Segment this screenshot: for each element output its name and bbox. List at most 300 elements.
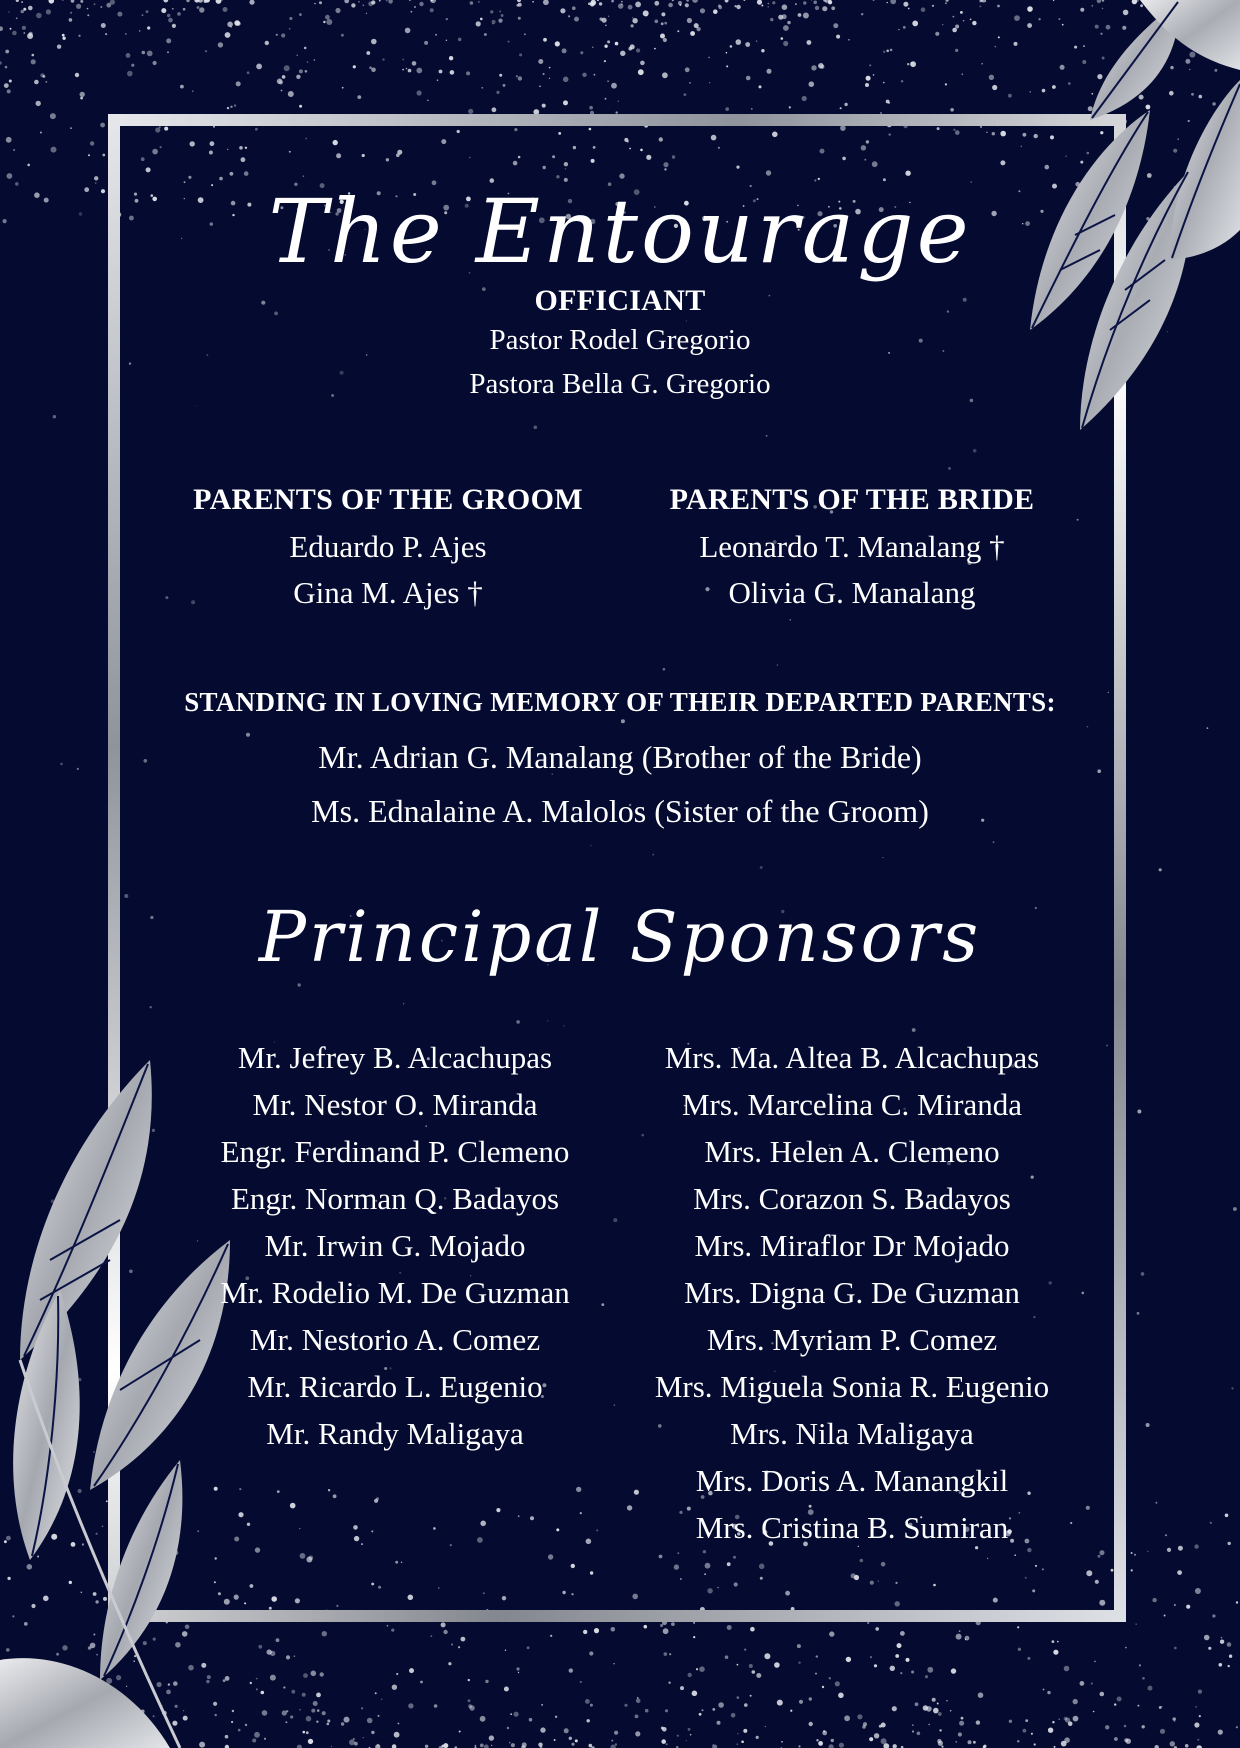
glitter-dot xyxy=(750,1695,752,1697)
glitter-dot xyxy=(125,33,126,34)
glitter-dot xyxy=(256,1688,258,1690)
glitter-dot xyxy=(563,100,568,105)
glitter-dot xyxy=(296,75,300,79)
glitter-dot xyxy=(684,93,687,96)
glitter-dot xyxy=(555,41,560,46)
glitter-dot xyxy=(264,1738,266,1740)
glitter-dot xyxy=(1064,1666,1070,1672)
glitter-dot xyxy=(749,1664,753,1668)
glitter-dot xyxy=(1105,1725,1109,1729)
glitter-dot xyxy=(371,68,376,73)
glitter-dot xyxy=(34,80,39,85)
glitter-dot xyxy=(1043,1689,1045,1691)
glitter-dot xyxy=(532,1,534,3)
glitter-dot xyxy=(672,0,674,1)
glitter-dot xyxy=(504,1687,509,1692)
glitter-dot xyxy=(688,1673,692,1677)
glitter-dot xyxy=(117,12,122,17)
glitter-dot xyxy=(430,0,436,3)
glitter-dot xyxy=(666,1743,668,1745)
glitter-dot xyxy=(898,29,899,30)
sponsor-name: Mrs. Miguela Sonia R. Eugenio xyxy=(654,1369,1050,1404)
glitter-dot xyxy=(874,1664,877,1667)
glitter-dot xyxy=(607,80,609,82)
glitter-dot xyxy=(518,1672,519,1673)
glitter-dot xyxy=(624,1704,627,1707)
glitter-dot xyxy=(1174,1647,1177,1650)
glitter-dot xyxy=(51,147,57,153)
glitter-dot xyxy=(708,57,709,58)
glitter-dot xyxy=(230,106,232,108)
glitter-dot xyxy=(731,1713,736,1718)
glitter-dot xyxy=(69,18,73,22)
glitter-dot xyxy=(90,141,94,145)
glitter-dot xyxy=(36,101,41,106)
glitter-dot xyxy=(688,1728,691,1731)
glitter-dot xyxy=(100,6,102,8)
glitter-dot xyxy=(481,87,483,89)
glitter-dot xyxy=(341,34,344,37)
glitter-dot xyxy=(1161,1706,1162,1707)
glitter-dot xyxy=(665,1709,668,1712)
glitter-dot xyxy=(696,1668,698,1670)
glitter-dot xyxy=(1174,1604,1176,1606)
glitter-dot xyxy=(985,1,986,2)
glitter-dot xyxy=(299,105,302,108)
glitter-dot xyxy=(777,1700,783,1706)
glitter-dot xyxy=(484,33,487,36)
glitter-dot xyxy=(277,79,283,85)
glitter-dot xyxy=(371,1731,374,1734)
sponsor-name: Mrs. Myriam P. Comez xyxy=(706,1322,998,1357)
glitter-dot xyxy=(870,1656,872,1658)
glitter-dot xyxy=(725,0,729,3)
glitter-dot xyxy=(1218,1730,1223,1735)
sponsor-name: Mrs. Marcelina C. Miranda xyxy=(681,1087,1023,1122)
glitter-dot xyxy=(717,1721,721,1725)
glitter-dot xyxy=(867,1622,869,1624)
glitter-dot xyxy=(492,107,497,112)
glitter-dot xyxy=(687,18,692,23)
glitter-dot xyxy=(147,26,150,29)
glitter-dot xyxy=(774,1662,780,1668)
glitter-dot xyxy=(955,25,959,29)
glitter-dot xyxy=(80,92,85,97)
glitter-dot xyxy=(1052,1640,1055,1643)
glitter-dot xyxy=(660,34,665,39)
glitter-dot xyxy=(809,1722,813,1726)
glitter-dot xyxy=(297,1745,302,1748)
glitter-dot xyxy=(1233,1207,1237,1211)
glitter-dot xyxy=(939,1729,941,1731)
officiant-name: Pastora Bella G. Gregorio xyxy=(469,368,771,400)
glitter-dot xyxy=(1126,1739,1131,1744)
glitter-dot xyxy=(803,13,809,19)
sponsor-name: Mr. Irwin G. Mojado xyxy=(264,1228,526,1263)
glitter-dot xyxy=(983,1745,986,1748)
glitter-dot xyxy=(787,21,790,24)
glitter-dot xyxy=(45,81,47,83)
glitter-dot xyxy=(62,34,65,37)
glitter-dot xyxy=(926,1706,932,1712)
glitter-dot xyxy=(1073,1699,1078,1704)
glitter-dot xyxy=(883,51,885,53)
sponsor-name: Mrs. Ma. Altea B. Alcachupas xyxy=(664,1040,1040,1075)
glitter-dot xyxy=(611,0,614,2)
glitter-dot xyxy=(167,14,170,17)
glitter-dot xyxy=(811,65,816,70)
glitter-dot xyxy=(709,82,710,83)
glitter-dot xyxy=(408,1703,413,1708)
glitter-dot xyxy=(519,53,522,56)
glitter-dot xyxy=(363,1737,364,1738)
glitter-dot xyxy=(611,1627,616,1632)
glitter-dot xyxy=(587,1719,590,1722)
glitter-dot xyxy=(106,3,111,8)
glitter-dot xyxy=(772,1,775,4)
glitter-dot xyxy=(699,1666,705,1672)
glitter-dot xyxy=(197,6,200,9)
glitter-dot xyxy=(379,0,381,2)
glitter-dot xyxy=(501,14,504,17)
glitter-dot xyxy=(489,1735,494,1740)
glitter-dot xyxy=(518,17,521,20)
glitter-dot xyxy=(153,61,157,65)
glitter-dot xyxy=(952,28,957,33)
glitter-dot xyxy=(746,76,751,81)
glitter-dot xyxy=(53,415,56,418)
glitter-dot xyxy=(955,1741,957,1743)
glitter-dot xyxy=(726,65,728,67)
glitter-dot xyxy=(848,39,850,41)
glitter-dot xyxy=(147,51,153,57)
memory-name: Ms. Ednalaine A. Malolos (Sister of the Groom) xyxy=(311,793,929,829)
glitter-dot xyxy=(142,51,146,55)
glitter-dot xyxy=(887,2,888,3)
glitter-dot xyxy=(289,17,292,20)
glitter-dot xyxy=(761,49,764,52)
sponsor-name: Mrs. Cristina B. Sumiran xyxy=(695,1510,1009,1545)
glitter-dot xyxy=(1212,1614,1215,1617)
glitter-dot xyxy=(227,107,229,109)
glitter-dot xyxy=(516,1667,519,1670)
glitter-dot xyxy=(70,12,72,14)
glitter-dot xyxy=(450,70,455,75)
glitter-dot xyxy=(725,1655,729,1659)
glitter-dot xyxy=(57,45,61,49)
glitter-dot xyxy=(1073,1716,1079,1722)
glitter-dot xyxy=(756,1736,759,1739)
glitter-dot xyxy=(0,26,3,31)
glitter-dot xyxy=(183,8,186,11)
glitter-dot xyxy=(621,3,623,5)
glitter-dot xyxy=(419,2,423,6)
glitter-dot xyxy=(437,79,439,81)
sponsors-men-list xyxy=(165,1034,625,1457)
glitter-dot xyxy=(554,1739,556,1741)
glitter-dot xyxy=(342,87,344,89)
glitter-dot xyxy=(635,2,641,8)
glitter-dot xyxy=(743,1729,747,1733)
glitter-dot xyxy=(392,1744,397,1748)
glitter-dot xyxy=(1027,1657,1030,1660)
glitter-dot xyxy=(757,0,762,5)
glitter-dot xyxy=(285,1721,287,1723)
glitter-dot xyxy=(391,1629,394,1632)
glitter-dot xyxy=(541,1704,543,1706)
glitter-dot xyxy=(254,1732,260,1738)
glitter-dot xyxy=(890,49,893,52)
glitter-dot xyxy=(569,1668,573,1672)
glitter-dot xyxy=(142,14,144,16)
glitter-dot xyxy=(699,1713,702,1716)
parents-of-groom xyxy=(168,480,608,616)
glitter-dot xyxy=(1025,1719,1028,1722)
glitter-dot xyxy=(750,1627,755,1632)
glitter-dot xyxy=(1236,1726,1238,1728)
glitter-dot xyxy=(781,1741,783,1743)
glitter-dot xyxy=(628,5,633,10)
glitter-dot xyxy=(1142,1677,1145,1680)
parents-groom-heading: PARENTS OF THE GROOM xyxy=(193,483,583,516)
glitter-dot xyxy=(574,17,579,22)
glitter-dot xyxy=(550,1635,552,1637)
glitter-dot xyxy=(932,1698,936,1702)
glitter-dot xyxy=(911,62,913,64)
glitter-dot xyxy=(1186,1605,1190,1609)
glitter-dot xyxy=(981,63,983,65)
glitter-dot xyxy=(886,50,889,53)
glitter-dot xyxy=(861,13,863,15)
glitter-dot xyxy=(288,91,294,97)
glitter-dot xyxy=(1091,1682,1093,1684)
glitter-dot xyxy=(12,31,17,36)
glitter-dot xyxy=(945,83,947,85)
glitter-dot xyxy=(510,1713,512,1715)
glitter-dot xyxy=(638,69,644,75)
glitter-dot xyxy=(1178,1546,1183,1551)
glitter-dot xyxy=(621,1,623,3)
glitter-dot xyxy=(692,0,698,3)
glitter-dot xyxy=(866,76,871,81)
glitter-dot xyxy=(344,0,349,3)
glitter-dot xyxy=(799,1700,803,1704)
glitter-dot xyxy=(276,34,278,36)
glitter-dot xyxy=(605,25,607,27)
glitter-dot xyxy=(1204,1635,1210,1641)
glitter-dot xyxy=(478,1,480,3)
glitter-dot xyxy=(677,1735,679,1737)
glitter-dot xyxy=(468,1699,471,1702)
glitter-dot xyxy=(690,31,695,36)
glitter-dot xyxy=(439,70,443,74)
glitter-dot xyxy=(756,1673,761,1678)
glitter-dot xyxy=(1093,1711,1095,1713)
glitter-dot xyxy=(448,1662,451,1665)
glitter-dot xyxy=(1114,1703,1116,1705)
glitter-dot xyxy=(470,1,474,5)
glitter-dot xyxy=(921,7,926,12)
glitter-dot xyxy=(873,0,875,1)
glitter-dot xyxy=(1053,1650,1058,1655)
glitter-dot xyxy=(1125,1647,1127,1649)
glitter-dot xyxy=(588,2,591,5)
glitter-dot xyxy=(1227,1642,1232,1647)
glitter-dot xyxy=(1231,1387,1233,1389)
sponsor-name: Mr. Rodelio M. De Guzman xyxy=(220,1275,570,1310)
glitter-dot xyxy=(216,0,222,4)
glitter-dot xyxy=(1136,1624,1137,1625)
glitter-dot xyxy=(685,3,689,7)
glitter-dot xyxy=(1117,1697,1122,1702)
glitter-dot xyxy=(461,1637,466,1642)
glitter-dot xyxy=(507,1727,509,1729)
glitter-dot xyxy=(299,13,302,16)
glitter-dot xyxy=(829,1744,834,1748)
glitter-dot xyxy=(62,37,65,40)
glitter-dot xyxy=(262,1710,268,1716)
glitter-dot xyxy=(572,6,576,10)
glitter-dot xyxy=(941,1746,943,1748)
glitter-dot xyxy=(897,1643,902,1648)
glitter-dot xyxy=(718,1702,724,1708)
glitter-dot xyxy=(549,78,550,79)
glitter-dot xyxy=(736,39,742,45)
glitter-dot xyxy=(538,59,543,64)
glitter-dot xyxy=(458,1646,460,1648)
glitter-dot xyxy=(261,1691,265,1695)
glitter-dot xyxy=(1148,1686,1153,1691)
glitter-dot xyxy=(1052,1721,1054,1723)
sponsor-name: Mrs. Nila Maligaya xyxy=(730,1416,974,1451)
glitter-dot xyxy=(946,1700,947,1701)
glitter-dot xyxy=(514,1712,519,1717)
glitter-dot xyxy=(0,61,2,64)
glitter-dot xyxy=(386,0,388,2)
glitter-dot xyxy=(660,1624,663,1627)
sponsor-name: Engr. Ferdinand P. Clemeno xyxy=(220,1134,570,1169)
glitter-dot xyxy=(594,1628,599,1633)
glitter-dot xyxy=(443,1630,447,1634)
glitter-dot xyxy=(798,1745,800,1747)
glitter-dot xyxy=(281,33,285,37)
glitter-dot xyxy=(299,69,303,73)
glitter-dot xyxy=(306,1731,309,1734)
glitter-dot xyxy=(509,1742,511,1744)
parents-of-bride xyxy=(632,480,1072,616)
glitter-dot xyxy=(965,1636,970,1641)
glitter-dot xyxy=(88,154,90,156)
glitter-dot xyxy=(492,20,496,24)
glitter-dot xyxy=(635,1715,639,1719)
glitter-dot xyxy=(608,16,609,17)
glitter-dot xyxy=(427,100,429,102)
glitter-dot xyxy=(789,106,791,108)
glitter-dot xyxy=(736,5,740,9)
sponsor-name: Mr. Nestor O. Miranda xyxy=(252,1087,538,1122)
glitter-dot xyxy=(102,154,105,157)
glitter-dot xyxy=(105,33,107,35)
glitter-dot xyxy=(23,8,26,11)
glitter-dot xyxy=(302,1693,306,1697)
glitter-dot xyxy=(912,1730,914,1732)
glitter-dot xyxy=(798,13,802,17)
glitter-dot xyxy=(873,74,875,76)
glitter-dot xyxy=(662,72,668,78)
glitter-dot xyxy=(127,71,133,77)
glitter-dot xyxy=(468,1679,470,1681)
glitter-dot xyxy=(5,66,8,69)
glitter-dot xyxy=(1014,42,1018,46)
glitter-dot xyxy=(901,80,903,82)
glitter-dot xyxy=(972,21,976,25)
glitter-dot xyxy=(435,34,437,36)
glitter-dot xyxy=(327,1723,330,1726)
glitter-dot xyxy=(1048,1728,1053,1733)
glitter-dot xyxy=(712,1708,715,1711)
parent-name: Eduardo P. Ajes xyxy=(289,529,487,564)
glitter-dot xyxy=(256,64,262,70)
glitter-dot xyxy=(645,1709,649,1713)
sponsor-name: Mrs. Doris A. Manangkil xyxy=(695,1463,1009,1498)
glitter-dot xyxy=(802,96,807,101)
parent-name: Leonardo T. Manalang † xyxy=(699,529,1005,564)
glitter-dot xyxy=(783,41,788,46)
glitter-dot xyxy=(316,1721,318,1723)
glitter-dot xyxy=(21,10,25,14)
sponsor-name: Engr. Norman Q. Badayos xyxy=(230,1181,560,1216)
glitter-dot xyxy=(582,73,586,77)
glitter-dot xyxy=(366,13,367,14)
glitter-dot xyxy=(371,39,377,45)
glitter-dot xyxy=(713,9,718,14)
glitter-dot xyxy=(1146,1423,1150,1427)
glitter-dot xyxy=(398,1723,400,1725)
glitter-dot xyxy=(199,7,204,12)
glitter-dot xyxy=(907,63,909,65)
sponsors-women-list xyxy=(622,1034,1082,1551)
glitter-dot xyxy=(1017,1740,1019,1742)
glitter-dot xyxy=(563,77,569,83)
glitter-dot xyxy=(970,19,972,21)
glitter-dot xyxy=(614,1731,618,1735)
glitter-dot xyxy=(22,26,26,30)
glitter-dot xyxy=(592,47,593,48)
glitter-dot xyxy=(394,1732,400,1738)
glitter-dot xyxy=(661,1739,666,1744)
glitter-dot xyxy=(424,41,428,45)
glitter-dot xyxy=(50,113,56,119)
glitter-dot xyxy=(895,1654,899,1658)
glitter-dot xyxy=(822,1731,827,1736)
glitter-dot xyxy=(737,1744,738,1745)
glitter-dot xyxy=(258,1645,262,1649)
glitter-dot xyxy=(13,149,15,151)
glitter-dot xyxy=(611,1740,613,1742)
glitter-dot xyxy=(362,4,364,6)
glitter-dot xyxy=(1047,1691,1050,1694)
glitter-dot xyxy=(770,18,773,21)
glitter-dot xyxy=(680,1686,684,1690)
glitter-dot xyxy=(369,66,372,69)
glitter-dot xyxy=(223,7,228,12)
glitter-dot xyxy=(78,35,80,37)
glitter-dot xyxy=(976,1720,980,1724)
glitter-dot xyxy=(869,1737,873,1741)
glitter-dot xyxy=(809,1697,812,1700)
glitter-dot xyxy=(344,1717,350,1723)
glitter-dot xyxy=(1194,1544,1198,1548)
